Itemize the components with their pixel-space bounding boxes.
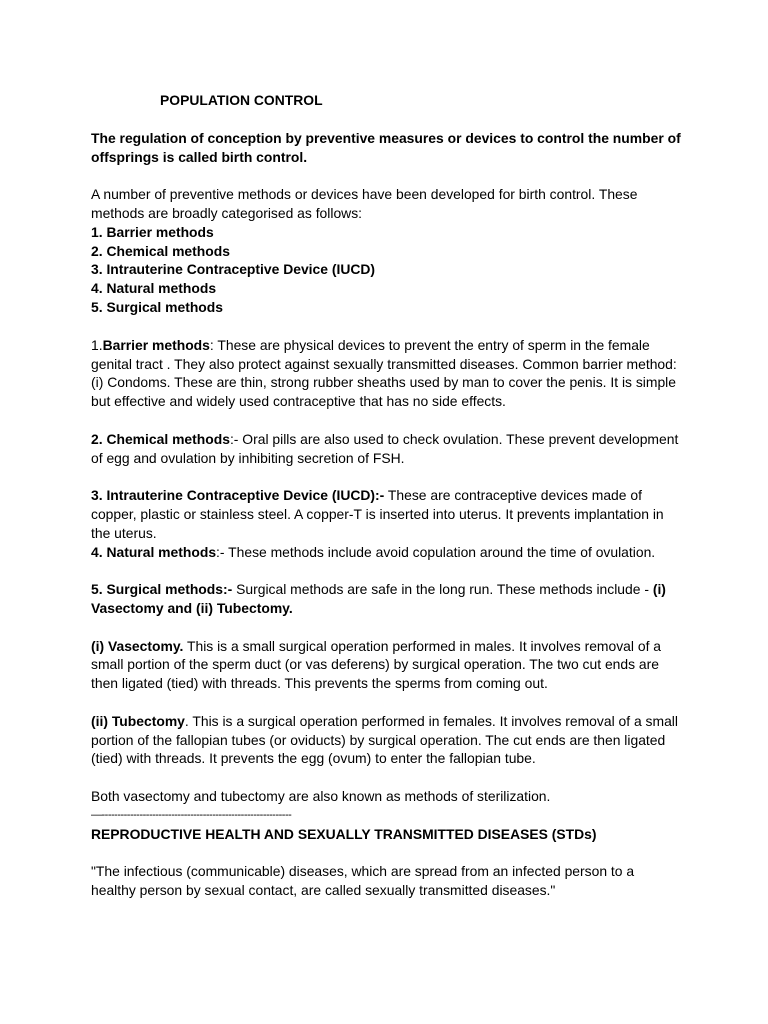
method-list-item: 3. Intrauterine Contraceptive Device (IUCD) [91,261,376,277]
barrier-line-4: but effective and widely used contraceptive that has no side effects. [91,393,506,409]
vasectomy-line-1 [91,637,661,656]
iucd-heading: 3. Intrauterine Contraceptive Device (IUCD):- [91,487,385,503]
method-list-item: 1. Barrier methods [91,224,214,240]
barrier-number: 1. [91,337,103,353]
surgical-heading: 5. Surgical methods:- [91,581,233,597]
barrier-text: : These are physical devices to prevent the entry of sperm in the female [209,337,650,353]
separator-line: —------------------------------------------------------------ [91,809,292,821]
std-definition-line-1: "The infectious (communicable) diseases, which are spread from an infected person to a [91,863,635,879]
tubectomy-text: . This is a surgical operation performed in females. It involves removal of a small [184,713,678,729]
method-list-item: 5. Surgical methods [91,299,223,315]
std-definition-line-2: healthy person by sexual contact, are called sexually transmitted diseases." [91,882,556,898]
barrier-line-1 [91,336,650,355]
natural-heading: 4. Natural methods [91,544,217,560]
surgical-text: Surgical methods are safe in the long run. These methods include - [232,581,653,597]
method-list-item: 4. Natural methods [91,280,217,296]
natural-line-1 [91,543,655,562]
tubectomy-line-3: (tied) with threads. It prevents the egg (ovum) to enter the fallopian tube. [91,750,536,766]
iucd-line-1 [91,486,642,505]
surgical-line-1 [91,580,666,599]
surgical-line-2: Vasectomy and (ii) Tubectomy. [91,600,293,616]
chemical-line-2: of egg and ovulation by inhibiting secretion of FSH. [91,450,405,466]
methods-intro-line-2: methods are broadly categorised as follows: [91,205,363,221]
vasectomy-line-3: then ligated (tied) with threads. This prevents the sperms from coming out. [91,675,548,691]
sterilization-line: Both vasectomy and tubectomy are also known as methods of sterilization. [91,788,551,804]
surgical-text-end: (i) [652,581,666,597]
barrier-line-3: (i) Condoms. These are thin, strong rubber sheaths used by man to cover the penis. It is simple [91,374,676,390]
section-2-title: REPRODUCTIVE HEALTH AND SEXUALLY TRANSMITTED DISEASES (STDs) [91,826,597,842]
vasectomy-heading: (i) Vasectomy. [91,638,184,654]
intro-line-2: offsprings is called birth control. [91,149,308,165]
vasectomy-text: This is a small surgical operation performed in males. It involves removal of a [183,638,662,654]
chemical-line-1 [91,430,678,449]
tubectomy-line-1 [91,712,678,731]
chemical-heading: 2. Chemical methods [91,431,230,447]
barrier-line-2: genital tract . They also protect against sexually transmitted diseases. Common barrier method: [91,356,677,372]
chemical-text: :- Oral pills are also used to check ovulation. These prevent development [229,431,679,447]
barrier-heading: Barrier methods [102,337,210,353]
iucd-line-2: copper, plastic or stainless steel. A copper-T is inserted into uterus. It prevents implantation in [91,506,664,522]
iucd-text: These are contraceptive devices made of [384,487,642,503]
method-list-item: 2. Chemical methods [91,243,230,259]
tubectomy-line-2: portion of the fallopian tubes (or oviducts) by surgical operation. The cut ends are then ligated [91,732,666,748]
page-title: POPULATION CONTROL [160,92,323,108]
intro-line-1: The regulation of conception by preventive measures or devices to control the number of [91,130,681,146]
methods-intro-line-1: A number of preventive methods or devices have been developed for birth control. These [91,186,638,202]
vasectomy-line-2: small portion of the sperm duct (or vas deferens) by surgical operation. The two cut ends are [91,656,659,672]
iucd-line-3: the uterus. [91,525,157,541]
tubectomy-heading: (ii) Tubectomy [91,713,185,729]
natural-text: :- These methods include avoid copulation around the time of ovulation. [216,544,656,560]
